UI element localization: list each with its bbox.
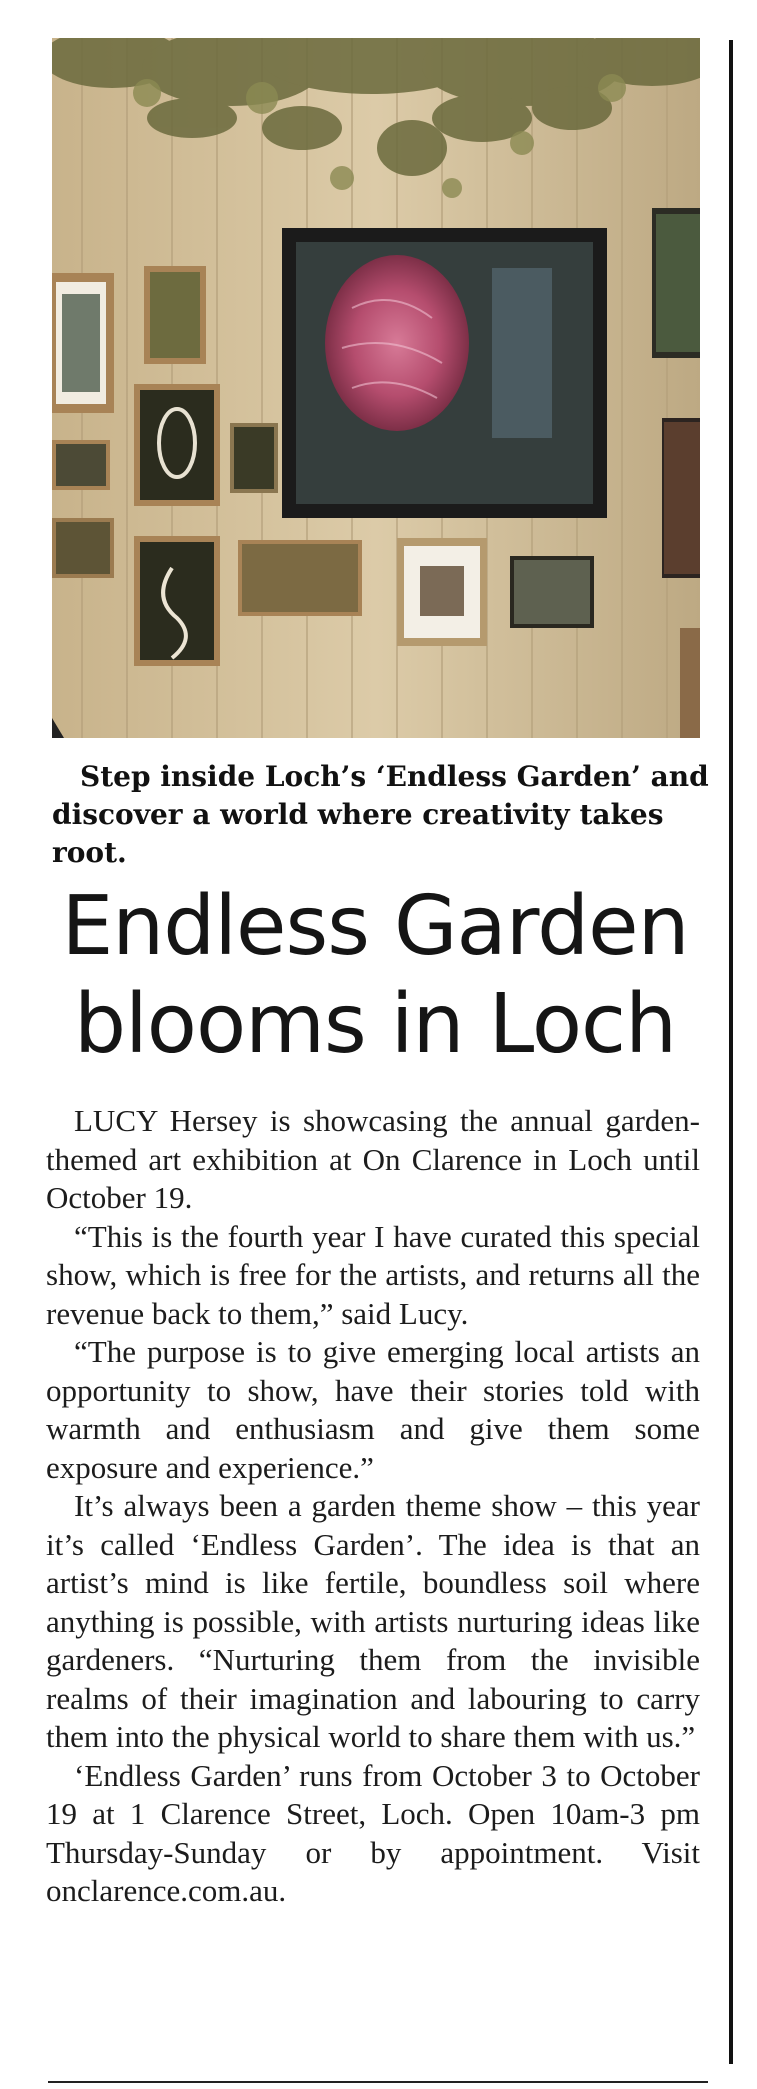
bottom-rule [48, 2081, 708, 2083]
gallery-photo [52, 38, 700, 738]
article-paragraph: “The purpose is to give emerging local artists an opportunity to show, have their stories told with warmth and enthusiasm and give them some exposure and experience.” [46, 1334, 700, 1485]
headline-line-1: Endless Garden [61, 879, 689, 974]
article-paragraph: “This is the fourth year I have curated this special show, which is free for the artists, and returns all the revenue back to them,” said Lucy. [46, 1218, 700, 1331]
article-headline [30, 878, 720, 1074]
article-body [46, 1102, 700, 1911]
gallery-wall-image [52, 38, 700, 738]
photo-caption: Step inside Loch’s ‘Endless Garden’ and discover a world where creativity takes root. [52, 760, 709, 869]
article-paragraph: ‘Endless Garden’ runs from October 3 to October 19 at 1 Clarence Street, Loch. Open 10am-3 pm Thursday-Sunday or by appointment. Visit onclarence.com.au. [46, 1757, 700, 1908]
column-rule [729, 40, 733, 2064]
headline-line-2: blooms in Loch [73, 977, 677, 1072]
article-paragraph: LUCY Hersey is showcasing the annual garden-themed art exhibition at On Clarence in Loch until October 19. [46, 1103, 700, 1215]
article-paragraph: It’s always been a garden theme show – this year it’s called ‘Endless Garden’. The idea is that an artist’s mind is like fertile, boundless soil where anything is possible, with artists nurturing ideas like gardeners. “Nurturing them from the invisible realms of their imagination and labouring to carry them into the physical world to share them with us.” [46, 1488, 700, 1754]
